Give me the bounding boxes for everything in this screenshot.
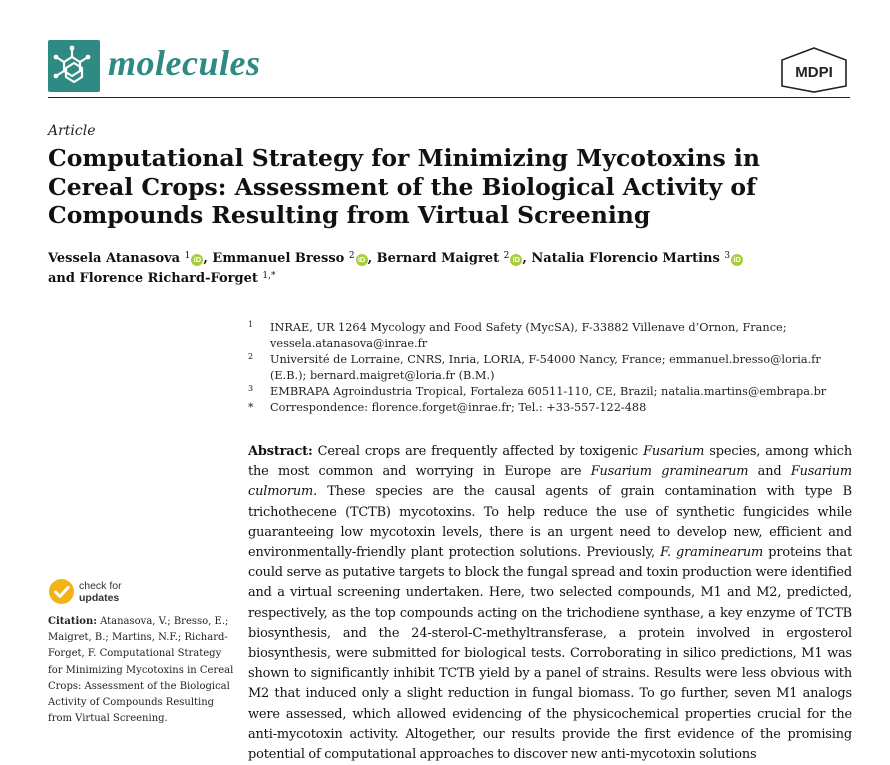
abstract-species-name: F. graminearum (660, 545, 764, 561)
journal-logo-icon (48, 40, 100, 92)
updates-label: updates (79, 592, 120, 604)
affiliation-item (248, 384, 848, 400)
affiliation-text: INRAE, UR 1264 Mycology and Food Safety (MycSA), F-33882 Villenave d’Ornon, France; vessela.atanasova@inrae.fr (270, 321, 787, 350)
mdpi-logo (778, 46, 850, 94)
affiliation-number: * (248, 401, 254, 414)
abstract-text: species, among which the most common and worrying in Europe are (248, 444, 853, 480)
abstract-species-name: Fusarium graminearum (590, 464, 749, 480)
author-affiliation-number: 1,* (262, 271, 276, 281)
author-list (48, 249, 848, 289)
abstract-text: . These species are the causal agents of grain contamination with type B trichothecene (TCTB) mycotoxins. To help reduce the use of synthetic fungicides while guaranteeing low mycotoxin levels, there is an urgent need to develop new, efficient and environmentally-friendly plant protection solutions. Previously, (248, 484, 852, 561)
orcid-icon[interactable]: iD (510, 254, 522, 266)
author-separator: , (367, 251, 377, 266)
author-name: Natalia Florencio Martins (531, 251, 725, 266)
orcid-icon[interactable]: iD (731, 254, 743, 266)
svg-text:MDPI: MDPI (795, 64, 833, 81)
citation-text: Atanasova, V.; Bresso, E.; Maigret, B.; Martins, N.F.; Richard-Forget, F. Computational Strategy for Minimizing Mycotoxins in Cereal Crops: Assessment of the Biological Activity of Compounds Resulting from Virtual Screening. (48, 616, 234, 725)
header-divider (48, 97, 850, 98)
affiliation-number: 2 (248, 352, 254, 361)
affiliation-number: 3 (248, 384, 254, 393)
author-affiliation-number: 3 (724, 251, 731, 261)
check-for-updates-button[interactable] (49, 578, 169, 608)
citation (48, 614, 234, 727)
affiliation-item (248, 320, 848, 352)
affiliation-item (248, 400, 848, 416)
abstract-species-name: Fusarium (643, 444, 705, 459)
check-for-label: check for (79, 580, 122, 592)
affiliation-number: 1 (248, 320, 254, 329)
abstract-text: and (748, 464, 791, 480)
abstract-text: Cereal crops are frequently affected by toxigenic (312, 444, 644, 459)
checkmark-icon (49, 579, 74, 604)
author-name: Bernard Maigret (376, 251, 504, 266)
author-affiliation-number: 2 (503, 251, 510, 261)
author-separator: , (203, 251, 213, 266)
author-name: Vessela Atanasova (48, 251, 185, 266)
article-type: Article (48, 123, 96, 139)
affiliation-text: Université de Lorraine, CNRS, Inria, LORIA, F-54000 Nancy, France; emmanuel.bresso@loria.fr (E.B.); bernard.maigret@loria.fr (B.M.) (270, 353, 821, 382)
citation-label: Citation: (48, 616, 97, 627)
affiliation-text: Correspondence: florence.forget@inrae.fr; Tel.: +33-557-122-488 (270, 401, 647, 414)
affiliations (248, 320, 848, 416)
affiliation-item (248, 352, 848, 384)
orcid-icon[interactable]: iD (191, 254, 203, 266)
abstract (248, 442, 852, 765)
author-name: Emmanuel Bresso (212, 251, 349, 266)
journal-name: molecules (108, 43, 261, 83)
orcid-icon[interactable]: iD (356, 254, 368, 266)
author-affiliation-number: 1 (184, 251, 191, 261)
affiliation-text: EMBRAPA Agroindustria Tropical, Fortaleza 60511-110, CE, Brazil; natalia.martins@embrapa.br (270, 385, 827, 398)
abstract-label: Abstract: (248, 444, 313, 459)
article-title: Computational Strategy for Minimizing Mycotoxins in Cereal Crops: Assessment of the Biological Activity of Compounds Resulting from Virtual Screening (48, 144, 760, 229)
author-affiliation-number: 2 (348, 251, 355, 261)
abstract-text: proteins that could serve as putative targets to block the fungal spread and toxin production were identified and a virtual screening undertaken. Here, two selected compounds, M1 and M2, predicted, respectively, as the top compounds acting on the trichodiene synthase, a key enzyme of TCTB biosynthesis, and the 24-sterol-C-methyltransferase, a protein involved in ergosterol biosynthesis, were submitted for biological tests. Corroborating in silico predictions, M1 was shown to significantly inhibit TCTB yield by a panel of strains. Results were less obvious with M2 that induced only a slight reduction in fungal biomass. To go further, seven M1 analogs were assessed, which allowed evidencing of the physicochemical properties crucial for the anti-mycotoxin activity. Altogether, our results provide the first evidence of the promising potential of computational approaches to discover new anti-mycotoxin solutions (248, 545, 852, 763)
abstract-species-name: Fusarium culmorum (248, 464, 852, 500)
author-separator: , (522, 251, 532, 266)
author-name: and Florence Richard-Forget (48, 271, 263, 286)
